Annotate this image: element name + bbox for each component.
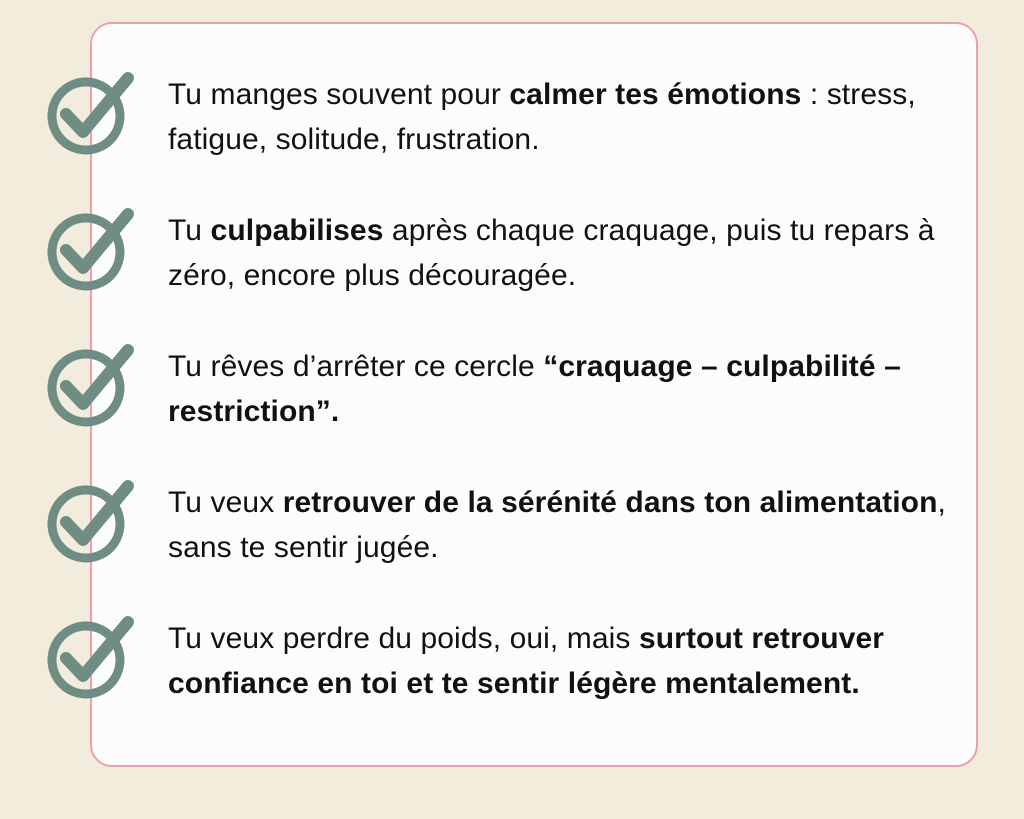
item-text-highlight: retrouver de la sérénité dans ton alimentation bbox=[282, 486, 938, 519]
list-item bbox=[0, 342, 1024, 452]
check-circle-icon bbox=[44, 206, 136, 298]
item-text-segment: Tu bbox=[168, 214, 211, 247]
check-circle-icon bbox=[44, 614, 136, 706]
list-item bbox=[0, 478, 1024, 588]
item-text bbox=[168, 344, 958, 434]
item-text-segment: Tu veux bbox=[168, 486, 283, 519]
item-text-segment: après chaque craquage, puis tu repars à zéro, encore plus découragée. bbox=[168, 214, 935, 292]
item-text-highlight: calmer tes émotions bbox=[509, 78, 802, 111]
item-text bbox=[168, 480, 958, 570]
item-text bbox=[168, 72, 958, 162]
item-text-segment: : stress, fatigue, solitude, frustration. bbox=[168, 78, 916, 156]
list-item bbox=[0, 70, 1024, 180]
item-text-segment: Tu rêves d’arrêter ce cercle bbox=[168, 350, 544, 383]
item-text-highlight: “craquage – culpabilité – restriction”. bbox=[168, 350, 901, 428]
item-text bbox=[168, 208, 958, 298]
check-circle-icon bbox=[44, 478, 136, 570]
check-circle-icon bbox=[44, 70, 136, 162]
item-text-segment: Tu veux perdre du poids, oui, mais bbox=[168, 622, 639, 655]
item-text-segment: , sans te sentir jugée. bbox=[168, 486, 946, 564]
item-text-highlight: culpabilises bbox=[210, 214, 384, 247]
check-circle-icon bbox=[44, 342, 136, 434]
item-text-highlight: surtout retrouver confiance en toi et te sentir légère mentalement. bbox=[168, 622, 885, 700]
item-text bbox=[168, 616, 958, 706]
list-item bbox=[0, 614, 1024, 724]
list-item bbox=[0, 206, 1024, 316]
item-text-segment: Tu manges souvent pour bbox=[168, 78, 510, 111]
